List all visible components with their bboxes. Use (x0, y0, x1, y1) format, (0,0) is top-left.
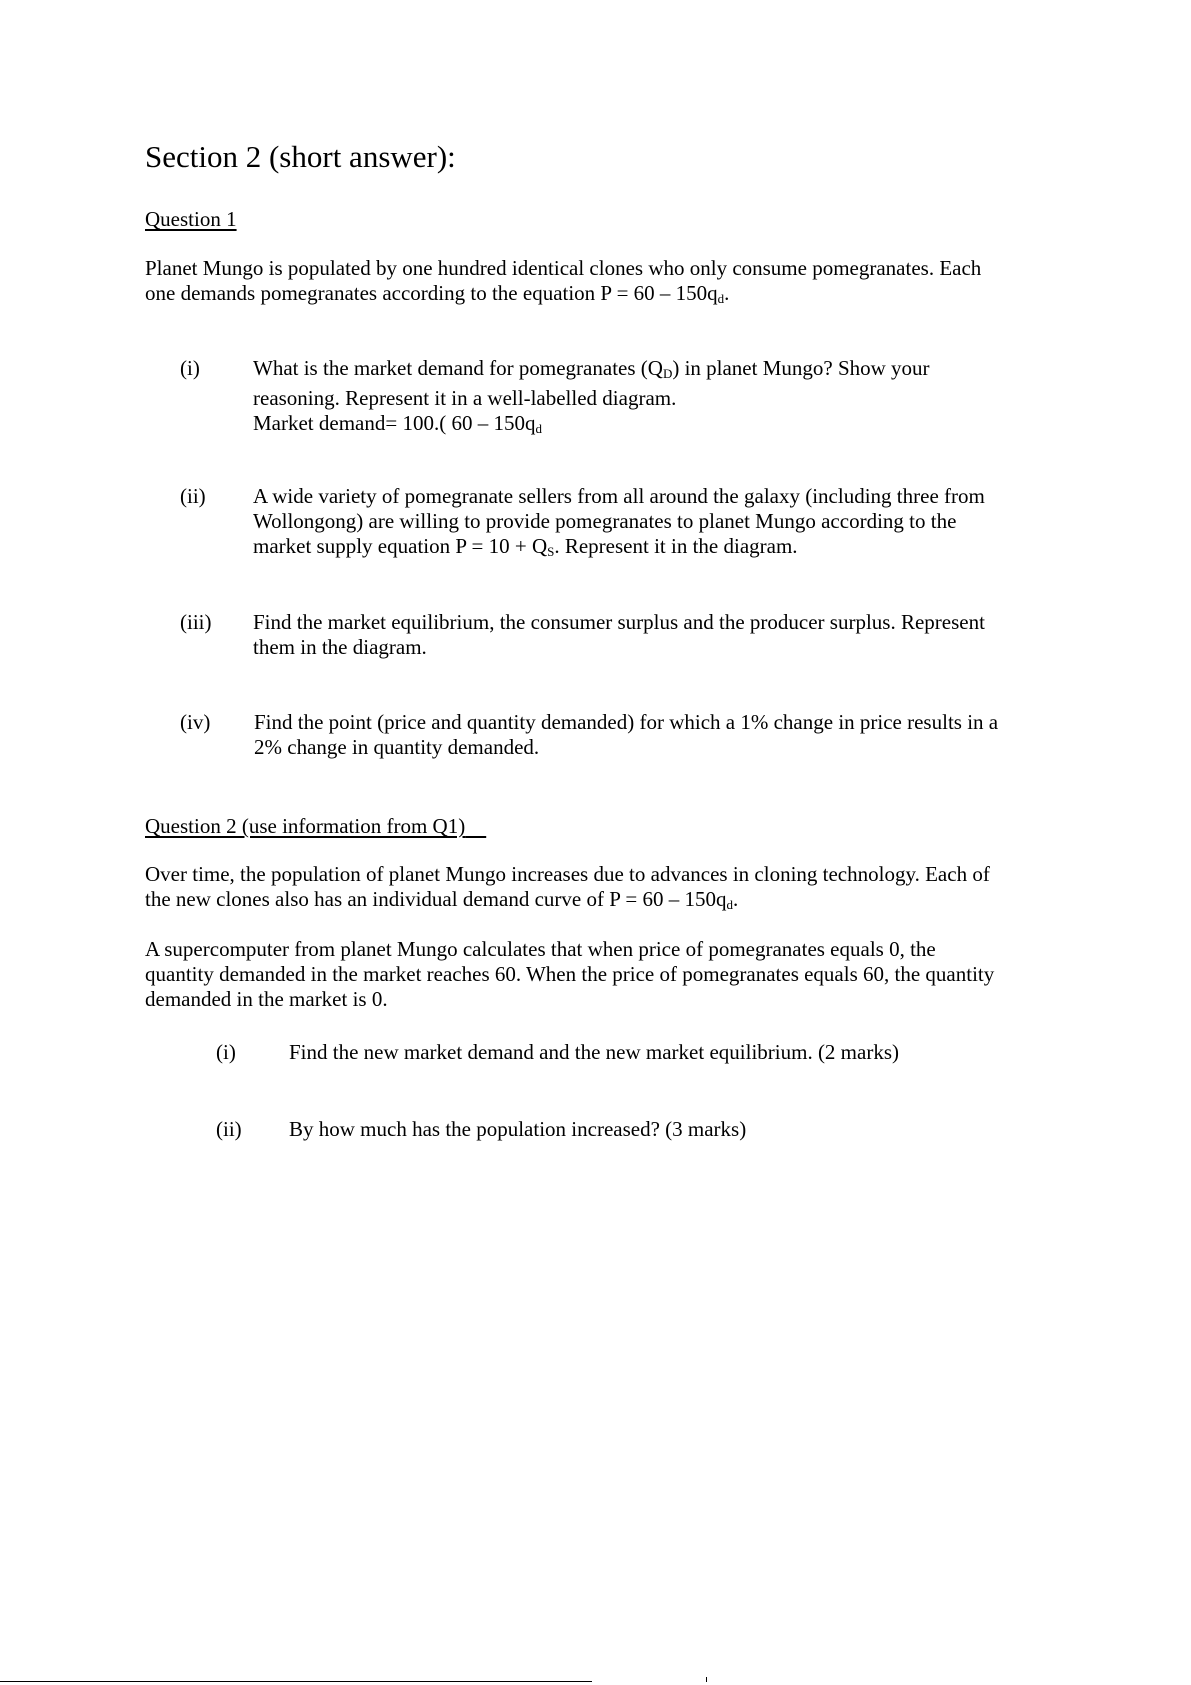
question-1-intro (145, 256, 1045, 311)
item-line: What is the market demand for pomegranates (Q (253, 356, 663, 380)
question-2-item-i: Find the new market demand and the new market equilibrium. (2 marks) (289, 1040, 899, 1064)
item-line: Wollongong) are willing to provide pomegranates to planet Mungo according to the (253, 509, 957, 533)
item-line: Find the market equilibrium, the consumer surplus and the producer surplus. Represent (253, 610, 985, 634)
question-1-item-iii (253, 610, 1053, 660)
item-line: . Represent it in the diagram. (554, 534, 798, 558)
item-number: (ii) (216, 1117, 242, 1141)
paragraph-line: A supercomputer from planet Mungo calculates that when price of pomegranates equals 0, the (145, 937, 936, 961)
paragraph-line: Over time, the population of planet Mungo increases due to advances in cloning technology. Each of (145, 862, 990, 886)
intro-line-2: one demands pomegranates according to the equation P = 60 – 150q (145, 281, 718, 305)
question-2-heading (145, 814, 486, 839)
section-title: Section 2 (short answer): (145, 139, 456, 174)
subscript: D (662, 366, 673, 381)
paragraph-line: quantity demanded in the market reaches 60. When the price of pomegranates equals 60, the quantity (145, 962, 995, 986)
subscript: d (717, 291, 725, 306)
item-line: reasoning. Represent it in a well-labelled diagram. (253, 386, 677, 410)
item-line: them in the diagram. (253, 635, 427, 659)
footer-mark (706, 1677, 707, 1682)
question-1-item-iv (254, 710, 1064, 760)
paragraph-line: . (732, 887, 739, 911)
item-line: market supply equation P = 10 + Q (253, 534, 548, 558)
item-line: Find the point (price and quantity demanded) for which a 1% change in price results in a (254, 710, 999, 734)
subscript: d (535, 421, 542, 436)
question-2-item-ii: By how much has the population increased? (3 marks) (289, 1117, 747, 1141)
paragraph-line: the new clones also has an individual demand curve of P = 60 – 150q (145, 887, 727, 911)
item-line: A wide variety of pomegranate sellers from all around the galaxy (including three from (253, 484, 985, 508)
paragraph-line: demanded in the market is 0. (145, 987, 388, 1011)
item-number: (i) (180, 356, 200, 380)
intro-line-1: Planet Mungo is populated by one hundred identical clones who only consume pomegranates. Each (145, 256, 982, 280)
question-2-paragraph-1 (145, 862, 1065, 917)
intro-line-2-end: . (724, 281, 730, 305)
subscript: S (547, 544, 555, 559)
footer-divider (0, 1681, 592, 1682)
item-number: (iv) (180, 710, 211, 734)
item-line: Market demand= 100.( 60 – 150q (253, 411, 536, 435)
item-number: (i) (216, 1040, 236, 1064)
question-2-paragraph-2 (145, 937, 1065, 1012)
item-number: (iii) (180, 610, 212, 634)
question-1-item-i (253, 356, 1053, 441)
question-2-heading-text: Question 2 (use information from Q1) (145, 814, 466, 838)
question-1-heading: Question 1 (145, 207, 237, 231)
item-line: 2% change in quantity demanded. (254, 735, 540, 759)
question-1-item-ii (253, 484, 1053, 564)
item-line: ) in planet Mungo? Show your (672, 356, 930, 380)
item-number: (ii) (180, 484, 206, 508)
subscript: d (726, 897, 733, 912)
